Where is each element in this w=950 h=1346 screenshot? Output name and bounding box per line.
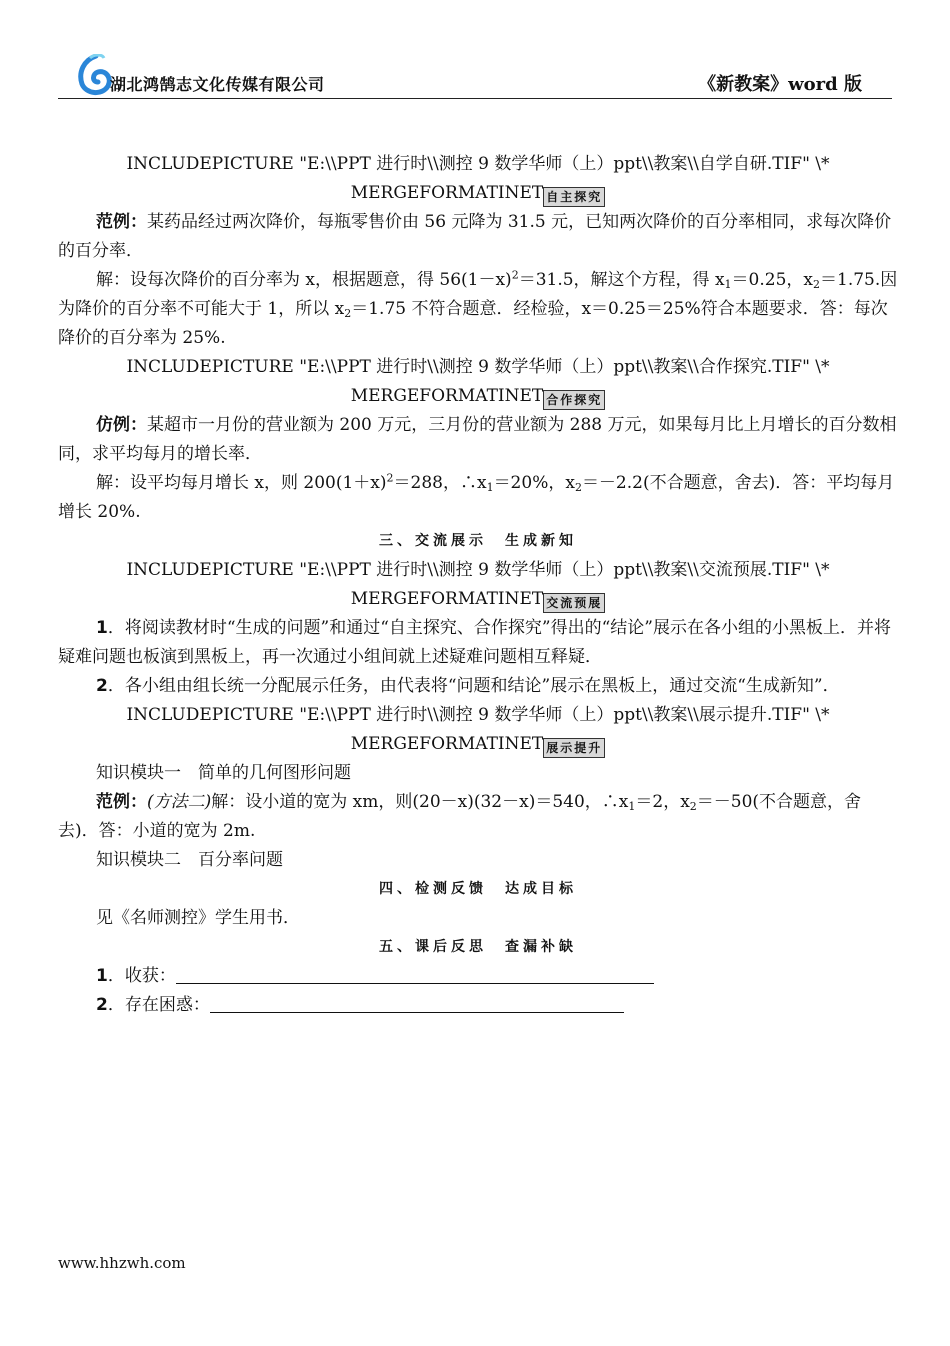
section-3-heading: 三、交流展示 生成新知 (379, 533, 577, 549)
include-field-3: INCLUDEPICTURE "E:\\PPT 进行时\\测控 9 数学华师（上）ppt\\教案\\交流预展.TIF" \* (126, 560, 830, 580)
example-1: 范例：某药品经过两次降价，每瓶零售价由 56 元降为 31.5 元，已知两次降价的百分率相同，求每次降价的百分率． (58, 212, 892, 261)
company-logo-icon (74, 54, 114, 96)
include-field-2: INCLUDEPICTURE "E:\\PPT 进行时\\测控 9 数学华师（上）ppt\\教案\\合作探究.TIF" \* (126, 357, 830, 377)
list-item: 1．将阅读教材时“生成的问题”和通过“自主探究、合作探究”得出的“结论”展示在各小组的小黑板上．并将疑难问题也板演到黑板上，再一次通过小组间就上述疑难问题相互释疑． (58, 618, 891, 667)
module-1-title: 知识模块一 简单的几何图形问题 (96, 763, 351, 783)
example-2: 仿例：某超市一月份的营业额为 200 万元，三月份的营业额为 288 万元，如果每月比上月增长的百分数相同，求平均每月的增长率． (58, 415, 897, 464)
example-3: 范例：(方法二)解：设小道的宽为 xm，则(20－x)(32－x)＝540，$\therefore x_1=2$，$x_2=-50$(不合题意，舍去)．答：小道的宽为 2m. (58, 792, 862, 841)
solution-2: 解：设平均每月增长 x，则 $200(1+x)^2=288$，$\therefore x_1=20\%$，$x_2=-2.2$(不合题意，舍去)．答：平均每月增长 20%. (58, 471, 895, 522)
include-field-4: INCLUDEPICTURE "E:\\PPT 进行时\\测控 9 数学华师（上）ppt\\教案\\展示提升.TIF" \* (126, 705, 830, 725)
solution-1: 解：设每次降价的百分率为 x，根据题意，得 $56(1-x)^2=31.5$，解这个方程，得 $x_1=0.25$，$x_2=1.75$.因为降价的百分率不可能大于 1，所以 $x_2=1.75$ 不符合题意．经检验，x＝0.25＝25%符合本题要求．答：每次降价的百分率为 25%. (58, 268, 898, 348)
section-5-heading: 五、课后反思 查漏补缺 (379, 939, 577, 955)
include-field-1-cont: MERGEFORMATINET 自主探究 (58, 179, 898, 208)
reflection-doubts: 2．存在困惑： (58, 991, 898, 1020)
brand-title: 《新教案》word 版 (698, 74, 862, 95)
blank-line (210, 994, 624, 1013)
company-name: 湖北鸿鹄志文化传媒有限公司 (110, 75, 325, 94)
include-field-1: INCLUDEPICTURE "E:\\PPT 进行时\\测控 9 数学华师（上）ppt\\教案\\自学自研.TIF" \* (126, 154, 830, 174)
badge-exchange-preview: 交流预展 (543, 593, 605, 613)
see-reference: 见《名师测控》学生用书． (96, 908, 300, 928)
include-field-4-cont: MERGEFORMATINET 展示提升 (58, 730, 898, 759)
badge-show-improve: 展示提升 (543, 738, 605, 758)
include-field-2-cont: MERGEFORMATINET 合作探究 (58, 382, 898, 411)
document-body (58, 150, 898, 1020)
section-4-heading: 四、检测反馈 达成目标 (379, 881, 577, 897)
blank-line (176, 965, 654, 984)
include-field-3-cont: MERGEFORMATINET 交流预展 (58, 585, 898, 614)
page-header (58, 54, 892, 99)
list-item: 2．各小组由组长统一分配展示任务，由代表将“问题和结论”展示在黑板上，通过交流“生成新知”． (96, 676, 840, 696)
badge-self-explore: 自主探究 (543, 187, 605, 207)
footer-url: www.hhzwh.com (58, 1254, 186, 1272)
reflection-gains: 1．收获： (58, 962, 898, 991)
badge-cooperate-explore: 合作探究 (543, 390, 605, 410)
module-2-title: 知识模块二 百分率问题 (96, 850, 283, 870)
